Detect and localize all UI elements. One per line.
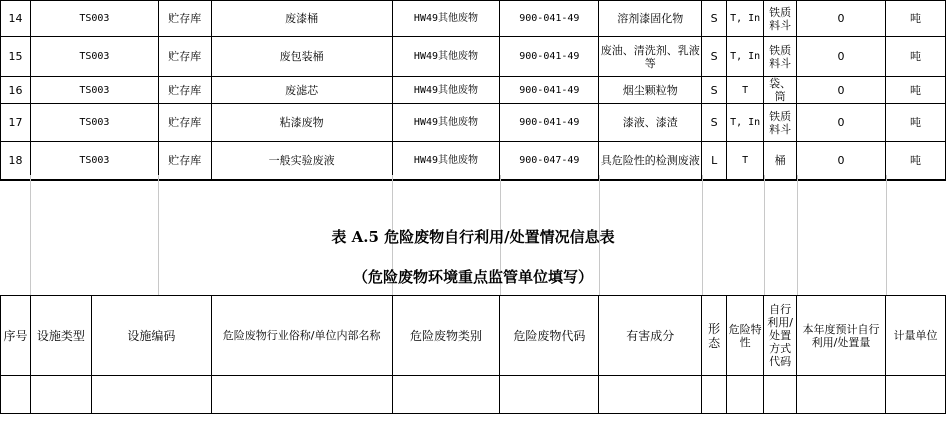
empty-cell[interactable] xyxy=(211,376,392,414)
cell-amount[interactable]: 0 xyxy=(797,77,886,104)
cell-unit[interactable]: 吨 xyxy=(885,104,945,142)
empty-cell[interactable] xyxy=(727,376,764,414)
cell-waste-category[interactable]: HW49其他废物 xyxy=(392,104,500,142)
cell-waste-code[interactable]: 900-041-49 xyxy=(500,104,599,142)
cell-waste-name[interactable]: 废包装桶 xyxy=(211,37,392,77)
cell-waste-form[interactable]: L xyxy=(702,142,727,180)
header-unit: 计量单位 xyxy=(885,296,945,376)
cell-disposal-method[interactable]: 铁质料斗 xyxy=(764,37,797,77)
cell-amount[interactable]: 0 xyxy=(797,37,886,77)
header-waste-name: 危险废物行业俗称/单位内部名称 xyxy=(211,296,392,376)
empty-cell[interactable] xyxy=(599,376,702,414)
cell-row-number[interactable]: 18 xyxy=(1,142,31,180)
cell-facility-code[interactable]: TS003 xyxy=(30,37,158,77)
cell-unit[interactable]: 吨 xyxy=(885,1,945,37)
cell-hazard-property[interactable]: T xyxy=(727,142,764,180)
empty-cell[interactable] xyxy=(30,376,91,414)
cell-amount[interactable]: 0 xyxy=(797,142,886,180)
cell-row-number[interactable]: 17 xyxy=(1,104,31,142)
cell-unit[interactable]: 吨 xyxy=(885,37,945,77)
cell-waste-name[interactable]: 一般实验废液 xyxy=(211,142,392,180)
cell-waste-name[interactable]: 废漆桶 xyxy=(211,1,392,37)
header-code: 危险废物代码 xyxy=(500,296,599,376)
empty-cell[interactable] xyxy=(392,376,500,414)
header-hazard: 有害成分 xyxy=(599,296,702,376)
header-row xyxy=(1,296,946,376)
cell-unit[interactable]: 吨 xyxy=(885,142,945,180)
header-no: 序号 xyxy=(1,296,31,376)
cell-row-number[interactable]: 15 xyxy=(1,37,31,77)
self-disposal-table xyxy=(0,295,946,414)
cell-facility-type[interactable]: 贮存库 xyxy=(158,1,211,37)
cell-waste-form[interactable]: S xyxy=(702,1,727,37)
cell-waste-form[interactable]: S xyxy=(702,104,727,142)
empty-cell[interactable] xyxy=(1,376,31,414)
cell-hazard-component[interactable]: 烟尘颗粒物 xyxy=(599,77,702,104)
cell-waste-name[interactable]: 废滤芯 xyxy=(211,77,392,104)
cell-disposal-method[interactable]: 铁质料斗 xyxy=(764,1,797,37)
cell-hazard-component[interactable]: 废油、清洗剂、乳液等 xyxy=(599,37,702,77)
cell-waste-form[interactable]: S xyxy=(702,37,727,77)
cell-disposal-method[interactable]: 桶 xyxy=(764,142,797,180)
cell-waste-code[interactable]: 900-041-49 xyxy=(500,1,599,37)
cell-waste-code[interactable]: 900-041-49 xyxy=(500,77,599,104)
cell-row-number[interactable]: 14 xyxy=(1,1,31,37)
table-subtitle: （危险废物环境重点监管单位填写） xyxy=(352,268,593,286)
header-form: 形态 xyxy=(702,296,727,376)
cell-facility-type[interactable]: 贮存库 xyxy=(158,142,211,180)
header-amount: 本年度预计自行利用/处置量 xyxy=(797,296,886,376)
cell-hazard-property[interactable]: T, In xyxy=(727,1,764,37)
cell-hazard-property[interactable]: T, In xyxy=(727,104,764,142)
empty-cell[interactable] xyxy=(500,376,599,414)
waste-storage-table xyxy=(0,0,946,181)
table-title: 表 A.5 危险废物自行利用/处置情况信息表 xyxy=(331,228,615,246)
table-row xyxy=(1,142,946,180)
cell-waste-form[interactable]: S xyxy=(702,77,727,104)
empty-cell[interactable] xyxy=(91,376,211,414)
header-facility-code: 设施编码 xyxy=(91,296,211,376)
cell-hazard-property[interactable]: T xyxy=(727,77,764,104)
cell-hazard-component[interactable]: 溶剂漆固化物 xyxy=(599,1,702,37)
header-method: 自行利用/处置方式代码 xyxy=(764,296,797,376)
cell-facility-code[interactable]: TS003 xyxy=(30,104,158,142)
cell-facility-code[interactable]: TS003 xyxy=(30,77,158,104)
cell-facility-type[interactable]: 贮存库 xyxy=(158,77,211,104)
cell-waste-name[interactable]: 粘漆废物 xyxy=(211,104,392,142)
cell-hazard-component[interactable]: 漆液、漆渣 xyxy=(599,104,702,142)
cell-waste-category[interactable]: HW49其他废物 xyxy=(392,77,500,104)
cell-facility-type[interactable]: 贮存库 xyxy=(158,37,211,77)
table-row xyxy=(1,37,946,77)
cell-amount[interactable]: 0 xyxy=(797,104,886,142)
empty-cell[interactable] xyxy=(797,376,886,414)
header-property: 危险特性 xyxy=(727,296,764,376)
table-row xyxy=(1,1,946,37)
table-row xyxy=(1,77,946,104)
cell-waste-code[interactable]: 900-041-49 xyxy=(500,37,599,77)
cell-facility-code[interactable]: TS003 xyxy=(30,1,158,37)
cell-amount[interactable]: 0 xyxy=(797,1,886,37)
cell-waste-category[interactable]: HW49其他废物 xyxy=(392,1,500,37)
cell-waste-category[interactable]: HW49其他废物 xyxy=(392,142,500,180)
table-row xyxy=(1,104,946,142)
cell-row-number[interactable]: 16 xyxy=(1,77,31,104)
cell-disposal-method[interactable]: 袋、筒 xyxy=(764,77,797,104)
cell-facility-type[interactable]: 贮存库 xyxy=(158,104,211,142)
cell-unit[interactable]: 吨 xyxy=(885,77,945,104)
cell-facility-code[interactable]: TS003 xyxy=(30,142,158,180)
cell-hazard-component[interactable]: 具危险性的检测废液 xyxy=(599,142,702,180)
empty-cell[interactable] xyxy=(702,376,727,414)
cell-hazard-property[interactable]: T, In xyxy=(727,37,764,77)
cell-waste-category[interactable]: HW49其他废物 xyxy=(392,37,500,77)
cell-waste-code[interactable]: 900-047-49 xyxy=(500,142,599,180)
empty-cell[interactable] xyxy=(885,376,945,414)
header-facility-type: 设施类型 xyxy=(30,296,91,376)
table-row xyxy=(1,376,946,414)
empty-cell[interactable] xyxy=(764,376,797,414)
header-category: 危险废物类别 xyxy=(392,296,500,376)
cell-disposal-method[interactable]: 铁质料斗 xyxy=(764,104,797,142)
